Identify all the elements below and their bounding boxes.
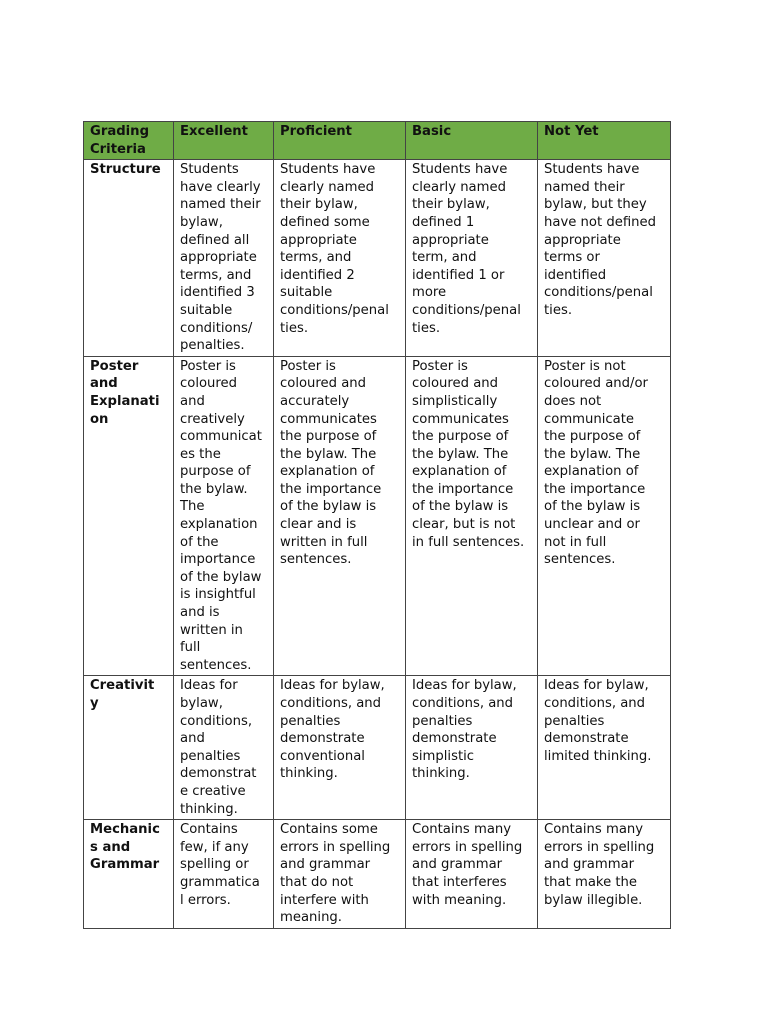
table-row: [84, 676, 671, 820]
criterion-cell: Creativit y: [84, 676, 174, 820]
header-proficient: Proficient: [274, 122, 406, 160]
criterion-cell: Poster and Explanati on: [84, 356, 174, 676]
rubric-cell: Ideas for bylaw, conditions, and penalties demonstrate limited thinking.: [538, 676, 671, 820]
rubric-cell: Students have clearly named their bylaw, defined some appropriate terms, and identified 2 suitable conditions/penal ties.: [274, 160, 406, 357]
rubric-cell: Ideas for bylaw, conditions, and penalties demonstrat e creative thinking.: [174, 676, 274, 820]
header-not-yet: Not Yet: [538, 122, 671, 160]
header-criteria: Grading Criteria: [84, 122, 174, 160]
rubric-cell: Contains few, if any spelling or grammatica l errors.: [174, 820, 274, 929]
rubric-cell: Ideas for bylaw, conditions, and penalties demonstrate simplistic thinking.: [406, 676, 538, 820]
rubric-cell: Contains many errors in spelling and grammar that interferes with meaning.: [406, 820, 538, 929]
table-row: [84, 820, 671, 929]
rubric-table: [83, 121, 671, 929]
rubric-cell: Students have clearly named their bylaw, defined 1 appropriate term, and identified 1 or more conditions/penal ties.: [406, 160, 538, 357]
rubric-cell: Contains many errors in spelling and grammar that make the bylaw illegible.: [538, 820, 671, 929]
header-row: [84, 122, 671, 160]
rubric-cell: Poster is coloured and accurately communicates the purpose of the bylaw. The explanation of the importance of the bylaw is clear and is written in full sentences.: [274, 356, 406, 676]
criterion-cell: Structure: [84, 160, 174, 357]
criterion-cell: Mechanic s and Grammar: [84, 820, 174, 929]
rubric-cell: Poster is coloured and simplistically communicates the purpose of the bylaw. The explanation of the importance of the bylaw is clear, but is not in full sentences.: [406, 356, 538, 676]
rubric-cell: Poster is not coloured and/or does not communicate the purpose of the bylaw. The explanation of the importance of the bylaw is unclear and or not in full sentences.: [538, 356, 671, 676]
rubric-cell: Poster is coloured and creatively communicat es the purpose of the bylaw. The explanation of the importance of the bylaw is insightful and is written in full sentences.: [174, 356, 274, 676]
table-row: [84, 356, 671, 676]
rubric-cell: Students have clearly named their bylaw, defined all appropriate terms, and identified 3 suitable conditions/ penalties.: [174, 160, 274, 357]
rubric-cell: Contains some errors in spelling and grammar that do not interfere with meaning.: [274, 820, 406, 929]
header-basic: Basic: [406, 122, 538, 160]
header-excellent: Excellent: [174, 122, 274, 160]
rubric-cell: Ideas for bylaw, conditions, and penalties demonstrate conventional thinking.: [274, 676, 406, 820]
table-row: [84, 160, 671, 357]
rubric-cell: Students have named their bylaw, but they have not defined appropriate terms or identified conditions/penal ties.: [538, 160, 671, 357]
